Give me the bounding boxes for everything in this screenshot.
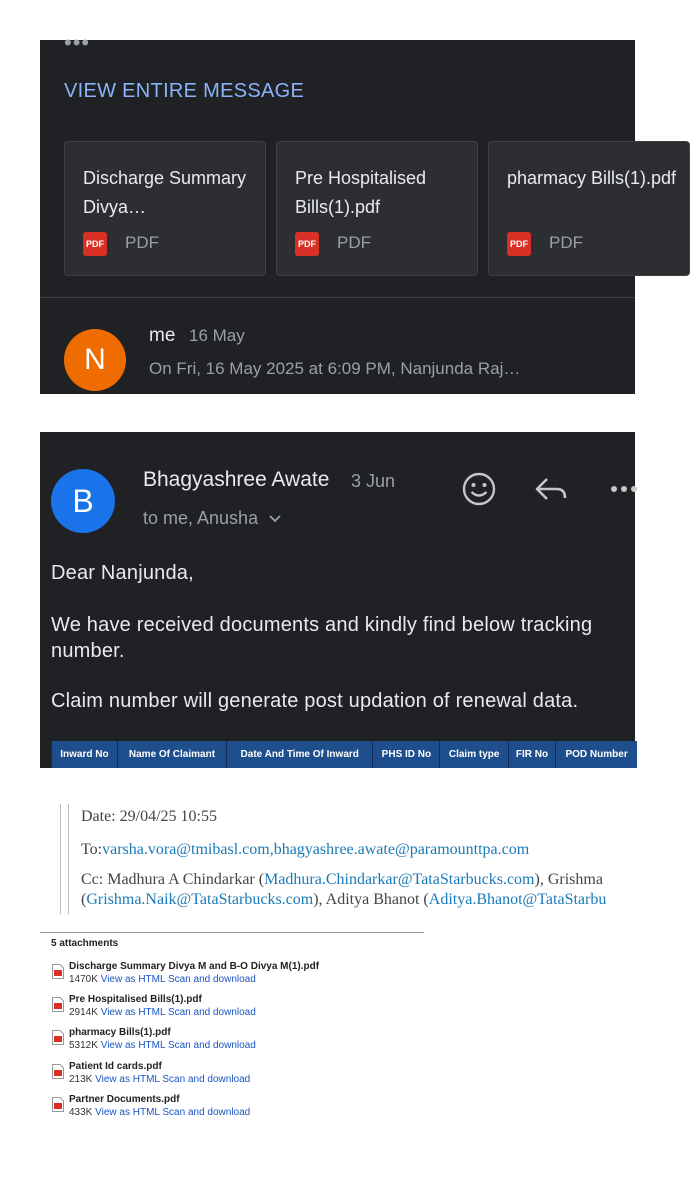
cc-email-link[interactable]: Aditya.Bhanot@TataStarbu [428,891,607,908]
message-date: 3 Jun [351,471,396,491]
divider [40,297,635,298]
tracking-table [51,741,637,768]
sender-avatar[interactable]: N [64,329,126,391]
more-dots-icon[interactable]: ••• [64,30,91,55]
to-label: To: [81,841,103,858]
table-header-row [52,741,638,768]
attachment-size: 1470K [69,974,98,985]
cc-label: Cc: Madhura A Chindarkar ( [81,871,265,888]
attachment-card[interactable] [64,141,266,276]
recipients-text: to me, Anusha [143,508,259,528]
attachment-name: Discharge Summary Divya… [83,168,247,217]
more-options-icon[interactable] [606,470,644,508]
attachment-meta [69,1007,256,1018]
attachment-meta [69,1040,256,1051]
message-date: 16 May [189,326,245,345]
quote-bar [68,804,69,914]
column-header: Inward No [52,741,118,768]
attachment-name: pharmacy Bills(1).pdf [69,1027,171,1038]
attachment-meta [69,1107,250,1118]
attachment-size: 2914K [69,1007,98,1018]
attachment-name: Discharge Summary Divya M and B-O Divya M(1).pdf [69,961,320,972]
attachment-type: PDF [549,233,583,252]
attachments-count: 5 attachments [51,938,119,949]
pdf-file-icon [52,1064,64,1079]
attachment-card[interactable] [488,141,690,276]
attachment-name: Pre Hospitalised Bills(1).pdf [69,994,202,1005]
cc-email-link[interactable]: Grishma.Naik@TataStarbucks.com [86,891,314,908]
pdf-file-icon [52,964,64,979]
quoted-to [81,841,529,859]
attachment-size: 5312K [69,1040,98,1051]
attachment-type: PDF [125,233,159,252]
view-download-link[interactable]: View as HTML Scan and download [100,1007,256,1018]
divider [40,932,424,933]
attachment-name: Pre Hospitalised Bills(1).pdf [295,168,427,217]
attachment-meta [69,974,256,985]
email-paragraph: Claim number will generate post updation of renewal data. [51,690,579,712]
reply-icon[interactable] [532,470,570,508]
view-download-link[interactable]: View as HTML Scan and download [95,1074,251,1085]
sender-name[interactable]: me [149,325,176,346]
sender-name[interactable]: Bhagyashree Awate [143,468,330,491]
view-download-link[interactable]: View as HTML Scan and download [100,974,256,985]
quoted-date: Date: 29/04/25 10:55 [81,808,217,825]
column-header: Name Of Claimant [117,741,226,768]
email-greeting: Dear Nanjunda, [51,562,194,584]
pdf-file-icon: PDF [83,232,107,256]
quoted-cc [81,871,603,889]
email-thread-panel-1 [40,30,677,394]
column-header: FIR No [508,741,555,768]
column-header: Claim type [440,741,508,768]
attachment-size: 213K [69,1074,93,1085]
cc-email-link[interactable]: Madhura.Chindarkar@TataStarbucks.com [264,871,535,888]
to-addresses-link[interactable]: varsha.vora@tmibasl.com,bhagyashree.awate@paramounttpa.com [102,841,530,858]
attachment-meta [69,1074,250,1085]
attachment-name: Partner Documents.pdf [69,1094,180,1105]
pdf-file-icon [52,1097,64,1112]
attachment-name: Patient Id cards.pdf [69,1061,162,1072]
pdf-file-icon [52,997,64,1012]
chevron-down-icon [269,515,281,523]
quote-bar [60,804,61,914]
view-download-link[interactable]: View as HTML Scan and download [95,1107,251,1118]
quoted-cc-continued [81,891,606,909]
sender-avatar[interactable]: B [51,469,115,533]
cc-text: ), Aditya Bhanot ( [313,891,429,908]
emoji-reaction-icon[interactable] [460,470,498,508]
attachment-type: PDF [337,233,371,252]
recipients-toggle[interactable] [143,508,281,529]
column-header: PHS ID No [373,741,440,768]
attachment-name: pharmacy Bills(1).pdf [507,168,677,188]
pdf-file-icon [52,1030,64,1045]
column-header: POD Number [556,741,637,768]
pdf-file-icon: PDF [507,232,531,256]
email-paragraph: We have received documents and kindly find below tracking number. [51,614,593,662]
view-entire-message-link[interactable]: VIEW ENTIRE MESSAGE [64,80,305,102]
email-message-panel-2 [40,432,635,768]
column-header: Date And Time Of Inward [227,741,373,768]
cc-text: ), Grishma [534,871,603,888]
message-snippet[interactable]: On Fri, 16 May 2025 at 6:09 PM, Nanjunda Raj… [149,359,521,378]
attachment-size: 433K [69,1107,93,1118]
attachment-card[interactable] [276,141,478,276]
cc-text: ( [81,891,87,908]
view-download-link[interactable]: View as HTML Scan and download [100,1040,256,1051]
pdf-file-icon: PDF [295,232,319,256]
